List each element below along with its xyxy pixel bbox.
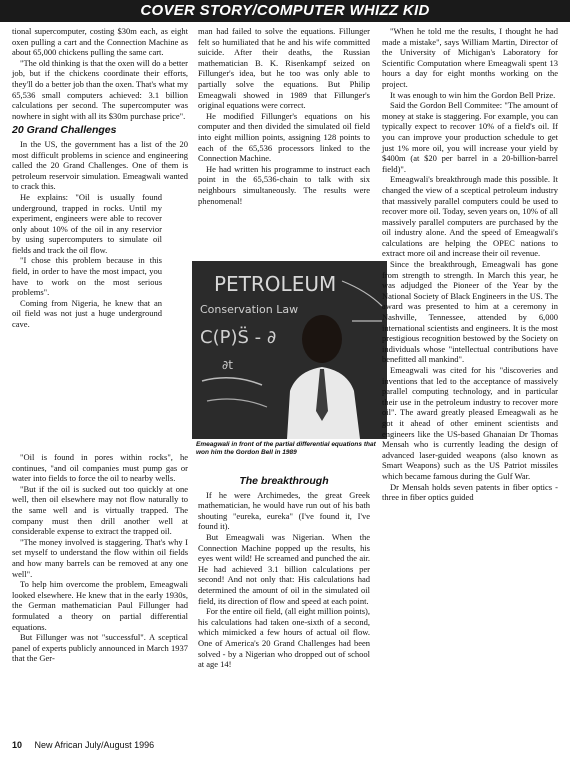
paragraph: "The money involved is staggering. That's why I set myself to understand the flow within oil fields and how many barrels can be removed at any one well".: [12, 536, 188, 579]
paragraph: "But if the oil is sucked out too quickly at one well, then oil elsewhere may not flow naturally to the same well and is virtually trapped. The company must then drill another well at considerable expense to extract the trapped oil.: [12, 483, 188, 537]
paragraph: Emeagwali was cited for his "discoveries and inventions that led to the acceptance of massively parallel computing technology, and in particular their use in the petroleum industry to recover more oil". The award greatly pleased Emeagwali as he got it ahead of other eminent scientists and engineers like the US-based Ghanaian Dr Thomas Mensah who is currently leading the design of advanced laser-guided weapons (also known as Smart Weapons) such as the US Patriot missiles which became famous during the Gulf War.: [382, 365, 558, 481]
column-1-top: [12, 26, 188, 330]
paragraph: To help him overcome the problem, Emeagwali looked elsewhere. He knew that in the early 1930s, the German mathematician Paul Fillunger had formulated a theory on partial differential equations.: [12, 579, 188, 632]
paragraph: But Emeagwali was Nigerian. When the Connection Machine popped up the results, his eyes went wild! He screamed and punched the air. He had achieved 3.1 billion calculations per second! And not only that: His calculations had determined the amount of oil in the simulated oil field, its direction of flow and speed at each point.: [198, 531, 370, 606]
subheading-grand-challenges: 20 Grand Challenges: [12, 124, 117, 137]
column-2-top: [198, 26, 370, 206]
column-3: [382, 26, 558, 503]
page-footer: [12, 740, 154, 750]
paragraph: In the US, the government has a list of the 20 most difficult problems in science and engineering called the 20 Grand Challenges. One of them is petroleum reservoir simulation. Emeagwali wanted to crack this.: [12, 138, 188, 192]
paragraph: It was enough to win him the Gordon Bell Prize.: [390, 89, 556, 100]
subheading-breakthrough: The breakthrough: [239, 475, 329, 487]
issue-label: New African July/August 1996: [34, 740, 155, 750]
paragraph: Since the breakthrough, Emeagwali has gone from strength to strength. In March this year, he was adjudged the Pioneer of the Year by the National Society of Black Engineers in the US. The award was presented to him at a ceremony in Nashville, Tennessee, attended by 6,000 international scientists and engineers. It is the most prestigious recognition bestowed by the Society on individuals whose "intellectual contributions have benefitted all mankind".: [382, 259, 558, 365]
paragraph: He had written his programme to instruct each point in the 65,536-chain to talk with six neighbours simultaneously. The results were phenomenal!: [198, 163, 370, 206]
paragraph: Coming from Nigeria, he knew that an oil field was not just a huge underground cave.: [12, 297, 162, 330]
paragraph: Emeagwali's breakthrough made this possible. It changed the view of a sceptical petroleum industry that massively parallel computers could be used to recover more oil. Today, seven years on, 10% of all massively parallel computers are purchased by the oil industry alone. And the speed of Emeagwali's calculations are helping the OPEC nations to extract more oil and increase their oil revenue.: [382, 174, 558, 259]
paragraph: tional supercomputer, costing $30m each, as eight oxen pulling a cart and the Connection Machine as about 65,000 chickens pulling the same cart.: [12, 26, 188, 58]
paragraph: Dr Mensah holds seven patents in fiber optics - three in fiber optics guided: [382, 481, 558, 503]
board-text: Conservation Law: [200, 303, 299, 316]
photo-caption: Emeagwali in front of the partial differential equations that won him the Gordon Bell in 1989: [196, 441, 376, 456]
paragraph: For the entire oil field, (all eight million points), his calculations had taken one-sixth of a second, which mimicked a few hours of actual oil flow. One of America's 20 Grand Challenges had been solved - by a Nigerian who dropped out of school at age 14!: [198, 606, 370, 670]
photo-emeagwali-chalkboard: [192, 261, 387, 439]
paragraph: "Oil is found in pores within rocks", he continues, "and oil companies must pump gas or water into fields to force the oil to nearby wells.: [12, 452, 188, 484]
page-number: 10: [12, 740, 23, 750]
paragraph: Said the Gordon Bell Commitee: "The amount of money at stake is staggering. For example, you can typically expect to recover 10% of a field's oil. If you can improve your production schedule to get just 1% more oil, you will increase your yield by $400m (at $20 per barrel in a 20-billion-barrel field)".: [382, 100, 558, 174]
paragraph: "The old thinking is that the oxen will do a better job, but if the chickens coordinate their efforts, they'll do a better job than the oxen. That's what my 65,536 small computers achieved: 3.1 billion calculations per second. The supercomputer was nowhere in sight with all its $30m purchase price".: [12, 57, 188, 121]
paragraph: He modified Fillunger's equations on his computer and then divided the simulated oil field into eight million points, assigning 128 points to each of the 65,536 processors linked to the Connection Machine.: [198, 110, 370, 164]
paragraph: If he were Archimedes, the great Greek mathematician, he would have run out of his bath shouting "eureka, eureka" (I've found it, I've found it).: [198, 489, 370, 532]
paragraph: But Fillunger was not "successful". A sceptical panel of experts publicly announced in March 1937 that the Ger-: [12, 632, 188, 664]
board-text: PETROLEUM: [214, 272, 337, 296]
chalkboard-illustration: [192, 261, 387, 439]
paragraph: man had failed to solve the equations. Fillunger felt so humiliated that he and his wife committed suicide. After their deaths, the Russian mathematician B. K. Risenkampf seized on Fillunger's idea, but he too was only able to partially solve the equations. But Philip Emeagwali showed in 1989 that Fillunger's original equations were correct.: [198, 26, 370, 111]
paragraph: "I chose this problem because in this field, in order to have the most impact, you have to work on the most serious problems".: [12, 255, 162, 298]
column-1-bottom: [12, 452, 188, 664]
section-banner: COVER STORY/COMPUTER WHIZZ KID: [0, 0, 570, 22]
board-text: ∂t: [222, 358, 233, 372]
column-2-bottom: [198, 472, 370, 670]
board-text: C(P)S̈ - ∂: [200, 327, 277, 348]
paragraph: "When he told me the results, I thought he had made a mistake", says William Martin, Director of the University of Michigan's Laboratory for Scientific Computation where Emeagwali spent 13 hours a day for eight months working on the project.: [382, 26, 558, 89]
paragraph: He explains: "Oil is usually found underground, trapped in rocks. Until my experiment, engineers were able to recover only about 10% of the oil in any reservior by using supercomputers to simulate oil fields and track the oil flow.: [12, 191, 162, 255]
